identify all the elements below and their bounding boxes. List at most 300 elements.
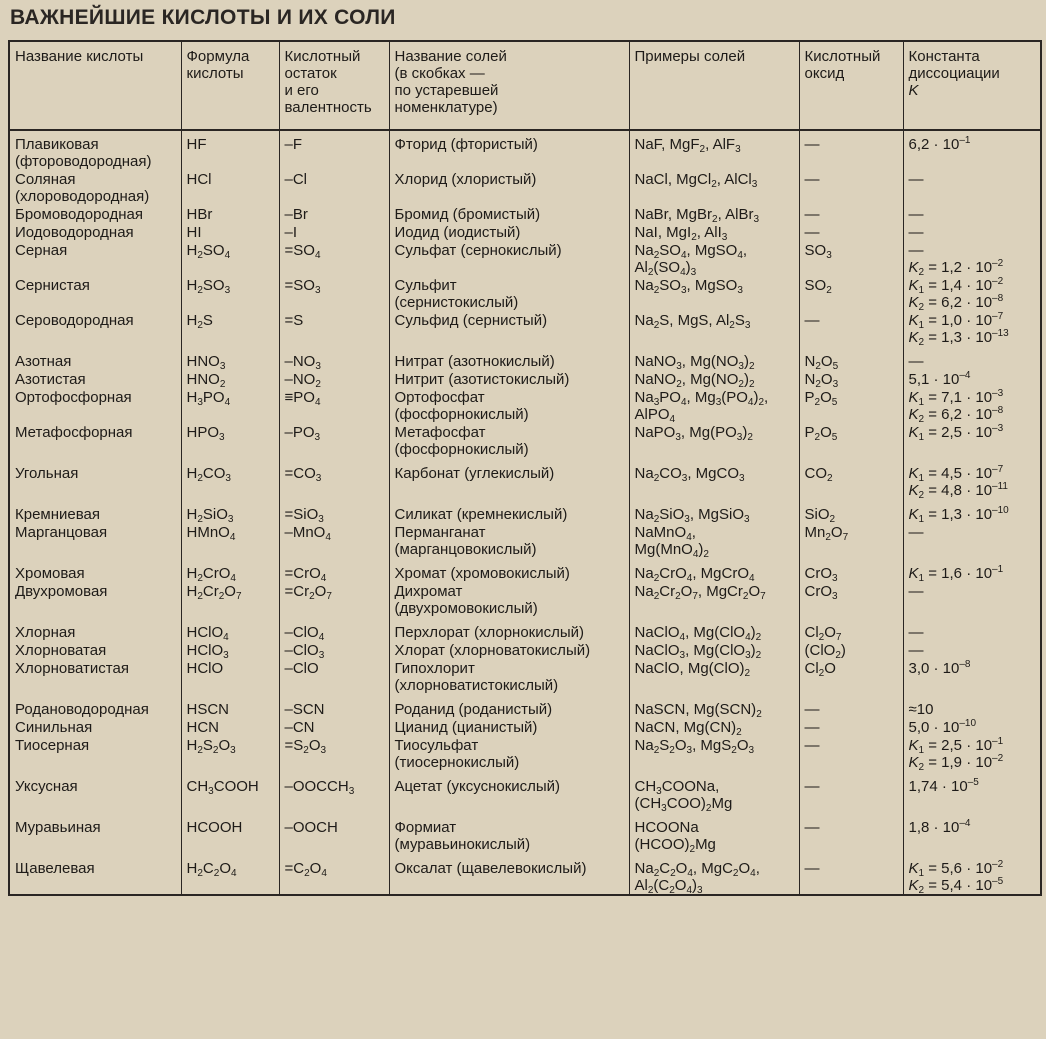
acid-residue-cell bbox=[279, 777, 389, 818]
dissociation-constant-cell bbox=[903, 423, 1041, 464]
cell-line: NaNO$_3$, $Mg(NO_3)_2$ bbox=[634, 353, 755, 370]
acid-name-cell bbox=[9, 130, 181, 170]
cell-line: =CrO$_4$ bbox=[284, 565, 327, 582]
cell-line: $H_2CO_3$ bbox=[186, 465, 231, 484]
cell-line: $SO_3$ bbox=[804, 242, 832, 261]
header-dissociation-constant bbox=[903, 41, 1041, 130]
cell-line: NaSCN, $Mg(SCN)_2$ bbox=[634, 701, 762, 718]
cell-line: Родановодородная bbox=[15, 701, 149, 718]
cell-line: HI bbox=[186, 224, 202, 241]
dissociation-constant-cell bbox=[903, 659, 1041, 700]
dissociation-constant-cell bbox=[903, 564, 1041, 582]
cell-line: HBr bbox=[186, 206, 213, 223]
cell-line: — bbox=[908, 583, 924, 600]
salt-name-cell bbox=[389, 423, 629, 464]
acid-name-cell bbox=[9, 170, 181, 205]
acid-oxide-cell bbox=[799, 170, 903, 205]
salt-name-cell bbox=[389, 777, 629, 818]
cell-line: $Na_3PO_4$, $Mg_3(PO_4)_2$, bbox=[634, 389, 769, 408]
cell-line: –OOCH bbox=[284, 819, 338, 836]
acid-residue-cell bbox=[279, 311, 389, 352]
table-row bbox=[9, 523, 1041, 564]
cell-line: (ClO$_2$) bbox=[804, 642, 846, 659]
cell-line: $K_1 = 1,3 \cdot 10^{-10}$ bbox=[908, 505, 1009, 523]
acid-name-cell bbox=[9, 311, 181, 352]
header-acid-name bbox=[9, 41, 181, 130]
dissociation-constant-cell bbox=[903, 523, 1041, 564]
acid-oxide-cell bbox=[799, 736, 903, 777]
cell-line: — bbox=[804, 819, 820, 836]
cell-line: Ортофосфат bbox=[394, 389, 485, 406]
cell-line: –ClO$_3$ bbox=[284, 642, 325, 659]
cell-line: –Cl bbox=[284, 171, 308, 188]
cell-line: $Mg(MnO_4)_2$ bbox=[634, 541, 709, 560]
cell-line: — bbox=[908, 524, 924, 541]
acid-formula-cell bbox=[181, 170, 279, 205]
cell-line: $CH_3COOH$ bbox=[186, 778, 259, 797]
acid-formula-cell bbox=[181, 130, 279, 170]
salt-name-cell bbox=[389, 859, 629, 895]
salt-name-cell bbox=[389, 352, 629, 370]
cell-line: $H_2SO_4$ bbox=[186, 242, 231, 261]
cell-line: диссоциации bbox=[908, 65, 1000, 82]
cell-line: $CH_3COONa$, bbox=[634, 778, 720, 797]
table-row bbox=[9, 170, 1041, 205]
cell-line: (фосфорнокислый) bbox=[394, 406, 529, 423]
cell-line: $K_1 = 1,6 \cdot 10^{-1}$ bbox=[908, 564, 1004, 582]
cell-line: Название солей bbox=[394, 48, 507, 65]
cell-line: $Na_2SO_3$, MgSO$_3$ bbox=[634, 277, 743, 296]
acid-name-cell bbox=[9, 564, 181, 582]
acid-oxide-cell bbox=[799, 523, 903, 564]
table-row bbox=[9, 311, 1041, 352]
cell-line: — bbox=[804, 136, 820, 153]
table-row bbox=[9, 564, 1041, 582]
cell-line: $3,0 \cdot 10^{-8}$ bbox=[908, 659, 971, 677]
acid-name-cell bbox=[9, 464, 181, 505]
cell-line: — bbox=[804, 737, 820, 754]
cell-line: Тиосерная bbox=[15, 737, 90, 754]
cell-line: Ацетат (уксуснокислый) bbox=[394, 778, 561, 795]
cell-line: $K_2 = 6,2 \cdot 10^{-8}$ bbox=[908, 293, 1004, 311]
acid-oxide-cell bbox=[799, 423, 903, 464]
cell-line: Серная bbox=[15, 242, 68, 259]
cell-line: Угольная bbox=[15, 465, 79, 482]
header-acid-oxide bbox=[799, 41, 903, 130]
cell-line: Марганцовая bbox=[15, 524, 108, 541]
cell-line: (хлороводородная) bbox=[15, 188, 150, 205]
acid-oxide-cell bbox=[799, 859, 903, 895]
cell-line: Иодоводородная bbox=[15, 224, 134, 241]
salt-examples-cell bbox=[629, 859, 799, 895]
dissociation-constant-cell bbox=[903, 170, 1041, 205]
cell-line: Муравьиная bbox=[15, 819, 101, 836]
dissociation-constant-cell bbox=[903, 223, 1041, 241]
cell-line: Хлорная bbox=[15, 624, 76, 641]
cell-line: Сероводородная bbox=[15, 312, 134, 329]
cell-line: K bbox=[908, 82, 919, 99]
header-salt-names bbox=[389, 41, 629, 130]
acid-name-cell bbox=[9, 582, 181, 623]
cell-line: $K_1 = 1,4 \cdot 10^{-2}$ bbox=[908, 276, 1004, 296]
salt-name-cell bbox=[389, 623, 629, 641]
acid-name-cell bbox=[9, 388, 181, 423]
cell-line: Хлорат (хлорноватокислый) bbox=[394, 642, 591, 659]
cell-line: ≈10 bbox=[908, 701, 934, 718]
cell-line: NaBr, MgBr$_2$, AlBr$_3$ bbox=[634, 206, 760, 223]
cell-line: — bbox=[908, 642, 924, 659]
table-row bbox=[9, 223, 1041, 241]
acid-residue-cell bbox=[279, 736, 389, 777]
cell-line: NaMnO$_4$, bbox=[634, 524, 696, 543]
cell-line: оксид bbox=[804, 65, 845, 82]
cell-line: NaI, MgI$_2$, AlI$_3$ bbox=[634, 224, 728, 241]
acid-residue-cell bbox=[279, 464, 389, 505]
acid-formula-cell bbox=[181, 352, 279, 370]
salt-name-cell bbox=[389, 700, 629, 718]
acid-name-cell bbox=[9, 370, 181, 388]
acid-formula-cell bbox=[181, 641, 279, 659]
salt-examples-cell bbox=[629, 623, 799, 641]
acid-residue-cell bbox=[279, 623, 389, 641]
cell-line: SiO$_2$ bbox=[804, 506, 836, 523]
cell-line: $P_2O_5$ bbox=[804, 424, 838, 443]
acid-residue-cell bbox=[279, 859, 389, 895]
acid-residue-cell bbox=[279, 205, 389, 223]
acid-oxide-cell bbox=[799, 352, 903, 370]
cell-line: Хлорноватистая bbox=[15, 660, 129, 677]
cell-line: HCl bbox=[186, 171, 212, 188]
salt-examples-cell bbox=[629, 641, 799, 659]
table-row bbox=[9, 818, 1041, 859]
cell-line: остаток bbox=[284, 65, 337, 82]
cell-line: $-PO_3$ bbox=[284, 424, 321, 443]
acid-formula-cell bbox=[181, 700, 279, 718]
cell-line: — bbox=[804, 312, 820, 329]
cell-line: =SiO$_3$ bbox=[284, 506, 324, 523]
cell-line: — bbox=[804, 224, 820, 241]
cell-line: Бромоводородная bbox=[15, 206, 143, 223]
acid-oxide-cell bbox=[799, 700, 903, 718]
acid-residue-cell bbox=[279, 641, 389, 659]
dissociation-constant-cell bbox=[903, 464, 1041, 505]
cell-line: Формиат bbox=[394, 819, 457, 836]
acid-name-cell bbox=[9, 777, 181, 818]
cell-line: Бромид (бромистый) bbox=[394, 206, 541, 223]
cell-line: (фтороводородная) bbox=[15, 153, 152, 170]
cell-line: $HNO_2$ bbox=[186, 371, 226, 388]
cell-line: Метафосфорная bbox=[15, 424, 133, 441]
dissociation-constant-cell bbox=[903, 130, 1041, 170]
acid-name-cell bbox=[9, 623, 181, 641]
cell-line: –ClO bbox=[284, 660, 319, 677]
salt-examples-cell bbox=[629, 276, 799, 311]
acid-oxide-cell bbox=[799, 241, 903, 276]
cell-line: Сульфит bbox=[394, 277, 457, 294]
cell-line: NaCl, MgCl$_2$, AlCl$_3$ bbox=[634, 171, 758, 190]
cell-line: $6,2 \cdot 10^{-1}$ bbox=[908, 135, 971, 153]
acid-formula-cell bbox=[181, 859, 279, 895]
cell-line: Сернистая bbox=[15, 277, 90, 294]
cell-line: $Na_2CrO_4$, MgCrO$_4$ bbox=[634, 565, 755, 582]
cell-line: (тиосернокислый) bbox=[394, 754, 520, 771]
salt-name-cell bbox=[389, 464, 629, 505]
acid-formula-cell bbox=[181, 505, 279, 523]
acid-residue-cell bbox=[279, 423, 389, 464]
cell-line: Уксусная bbox=[15, 778, 78, 795]
salt-examples-cell bbox=[629, 205, 799, 223]
acid-oxide-cell bbox=[799, 564, 903, 582]
cell-line: номенклатуре) bbox=[394, 99, 498, 116]
dissociation-constant-cell bbox=[903, 736, 1041, 777]
cell-line: –CN bbox=[284, 719, 315, 736]
cell-line: (хлорноватистокислый) bbox=[394, 677, 559, 694]
table-body bbox=[9, 130, 1041, 895]
cell-line: $Mn_2O_7$ bbox=[804, 524, 849, 543]
dissociation-constant-cell bbox=[903, 505, 1041, 523]
cell-line: NaClO$_3$, $Mg(ClO_3)_2$ bbox=[634, 642, 762, 659]
acid-oxide-cell bbox=[799, 659, 903, 700]
cell-line: $K_1 = 5,6 \cdot 10^{-2}$ bbox=[908, 859, 1004, 879]
acid-name-cell bbox=[9, 641, 181, 659]
salt-name-cell bbox=[389, 276, 629, 311]
cell-line: $K_1 = 1,0 \cdot 10^{-7}$ bbox=[908, 311, 1004, 331]
acid-residue-cell bbox=[279, 388, 389, 423]
cell-line: Кислотный bbox=[284, 48, 361, 65]
cell-line: Двухромовая bbox=[15, 583, 108, 600]
salt-examples-cell bbox=[629, 523, 799, 564]
acid-formula-cell bbox=[181, 564, 279, 582]
acid-residue-cell bbox=[279, 170, 389, 205]
cell-line: $P_2O_5$ bbox=[804, 389, 838, 408]
cell-line: $=SO_4$ bbox=[284, 242, 321, 261]
cell-line: Гипохлорит bbox=[394, 660, 475, 677]
salt-name-cell bbox=[389, 241, 629, 276]
cell-line: — bbox=[908, 353, 924, 370]
cell-line: Ортофосфорная bbox=[15, 389, 132, 406]
cell-line: NaF, MgF$_2$, AlF$_3$ bbox=[634, 136, 741, 155]
cell-line: AlPO$_4$ bbox=[634, 406, 676, 423]
table-row bbox=[9, 130, 1041, 170]
acid-formula-cell bbox=[181, 659, 279, 700]
acid-formula-cell bbox=[181, 311, 279, 352]
cell-line: $H_3PO_4$ bbox=[186, 389, 231, 408]
acid-name-cell bbox=[9, 523, 181, 564]
salt-examples-cell bbox=[629, 700, 799, 718]
cell-line: $\equiv PO_4$ bbox=[284, 389, 321, 408]
cell-line: NaClO, $Mg(ClO)_2$ bbox=[634, 660, 751, 679]
cell-line: $(CH_3COO)_2Mg$ bbox=[634, 795, 733, 814]
dissociation-constant-cell bbox=[903, 276, 1041, 311]
acid-oxide-cell bbox=[799, 718, 903, 736]
acid-oxide-cell bbox=[799, 464, 903, 505]
acid-residue-cell bbox=[279, 352, 389, 370]
cell-line: $H_2S$ bbox=[186, 312, 213, 331]
acid-residue-cell bbox=[279, 523, 389, 564]
salt-examples-cell bbox=[629, 223, 799, 241]
acid-residue-cell bbox=[279, 659, 389, 700]
cell-line: и его bbox=[284, 82, 319, 99]
table-row bbox=[9, 464, 1041, 505]
acid-name-cell bbox=[9, 205, 181, 223]
table-row bbox=[9, 623, 1041, 641]
cell-line: $K_2 = 1,2 \cdot 10^{-2}$ bbox=[908, 258, 1004, 276]
table-row bbox=[9, 423, 1041, 464]
cell-line: –Br bbox=[284, 206, 308, 223]
cell-line: NaClO$_4$, $Mg(ClO_4)_2$ bbox=[634, 624, 762, 641]
acid-oxide-cell bbox=[799, 818, 903, 859]
header-acid-formula bbox=[181, 41, 279, 130]
acid-oxide-cell bbox=[799, 641, 903, 659]
cell-line: — bbox=[804, 719, 820, 736]
cell-line: $HPO_3$ bbox=[186, 424, 225, 443]
dissociation-constant-cell bbox=[903, 311, 1041, 352]
cell-line: (фосфорнокислый) bbox=[394, 441, 529, 458]
cell-line: NaCN, $Mg(CN)_2$ bbox=[634, 719, 742, 736]
acid-oxide-cell bbox=[799, 311, 903, 352]
salt-examples-cell bbox=[629, 464, 799, 505]
cell-line: $HNO_3$ bbox=[186, 353, 226, 370]
cell-line: $K_2 = 1,9 \cdot 10^{-2}$ bbox=[908, 753, 1004, 773]
cell-line: $H_2SiO_3$ bbox=[186, 506, 234, 523]
acid-oxide-cell bbox=[799, 777, 903, 818]
salt-name-cell bbox=[389, 523, 629, 564]
table-row bbox=[9, 700, 1041, 718]
cell-line: –ClO$_4$ bbox=[284, 624, 325, 641]
table-row bbox=[9, 777, 1041, 818]
cell-line: Синильная bbox=[15, 719, 93, 736]
cell-line: $=CO_3$ bbox=[284, 465, 322, 484]
acid-name-cell bbox=[9, 659, 181, 700]
acid-formula-cell bbox=[181, 623, 279, 641]
cell-line: $5,0 \cdot 10^{-10}$ bbox=[908, 718, 977, 736]
salt-name-cell bbox=[389, 718, 629, 736]
acid-oxide-cell bbox=[799, 388, 903, 423]
acid-oxide-cell bbox=[799, 205, 903, 223]
cell-line: Перманганат bbox=[394, 524, 486, 541]
acid-formula-cell bbox=[181, 582, 279, 623]
table-row bbox=[9, 352, 1041, 370]
cell-line: $SO_2$ bbox=[804, 277, 832, 296]
cell-line: Сульфат (сернокислый) bbox=[394, 242, 562, 259]
salt-name-cell bbox=[389, 311, 629, 352]
cell-line: (марганцовокислый) bbox=[394, 541, 537, 558]
acid-name-cell bbox=[9, 423, 181, 464]
cell-line: Формула bbox=[186, 48, 250, 65]
salt-examples-cell bbox=[629, 423, 799, 464]
salt-name-cell bbox=[389, 370, 629, 388]
cell-line: Тиосульфат bbox=[394, 737, 479, 754]
acids-table bbox=[8, 40, 1042, 896]
acid-residue-cell bbox=[279, 700, 389, 718]
dissociation-constant-cell bbox=[903, 241, 1041, 276]
cell-line: Соляная bbox=[15, 171, 76, 188]
salt-examples-cell bbox=[629, 170, 799, 205]
salt-name-cell bbox=[389, 641, 629, 659]
header-row bbox=[9, 41, 1041, 130]
cell-line: HClO$_4$ bbox=[186, 624, 229, 641]
cell-line: $N_2O_3$ bbox=[804, 371, 839, 388]
cell-line: $-NO_3$ bbox=[284, 353, 321, 370]
cell-line: $Cl_2O$ bbox=[804, 660, 836, 679]
acid-residue-cell bbox=[279, 582, 389, 623]
acid-residue-cell bbox=[279, 818, 389, 859]
cell-line: Нитрит (азотистокислый) bbox=[394, 371, 570, 388]
acid-oxide-cell bbox=[799, 582, 903, 623]
dissociation-constant-cell bbox=[903, 718, 1041, 736]
cell-line: –I bbox=[284, 224, 298, 241]
cell-line: (муравьинокислый) bbox=[394, 836, 531, 853]
cell-line: Щавелевая bbox=[15, 860, 95, 877]
cell-line: $K_2 = 6,2 \cdot 10^{-8}$ bbox=[908, 405, 1004, 423]
cell-line: Кремниевая bbox=[15, 506, 101, 523]
salt-name-cell bbox=[389, 505, 629, 523]
salt-name-cell bbox=[389, 736, 629, 777]
acid-residue-cell bbox=[279, 370, 389, 388]
cell-line: CrO$_3$ bbox=[804, 565, 838, 582]
cell-line: $-NO_2$ bbox=[284, 371, 321, 388]
dissociation-constant-cell bbox=[903, 641, 1041, 659]
salt-examples-cell bbox=[629, 777, 799, 818]
salt-examples-cell bbox=[629, 388, 799, 423]
cell-line: $Na_2CO_3$, MgCO$_3$ bbox=[634, 465, 745, 484]
salt-examples-cell bbox=[629, 352, 799, 370]
cell-line: HF bbox=[186, 136, 207, 153]
cell-line: $K_1 = 7,1 \cdot 10^{-3}$ bbox=[908, 388, 1004, 408]
table-row bbox=[9, 582, 1041, 623]
dissociation-constant-cell bbox=[903, 205, 1041, 223]
dissociation-constant-cell bbox=[903, 623, 1041, 641]
cell-line: –F bbox=[284, 136, 303, 153]
dissociation-constant-cell bbox=[903, 700, 1041, 718]
salt-name-cell bbox=[389, 170, 629, 205]
acid-name-cell bbox=[9, 736, 181, 777]
table-row bbox=[9, 276, 1041, 311]
acid-residue-cell bbox=[279, 276, 389, 311]
cell-line: — bbox=[804, 701, 820, 718]
cell-line: HCOONa bbox=[634, 819, 699, 836]
acid-formula-cell bbox=[181, 223, 279, 241]
cell-line: $1,74 \cdot 10^{-5}$ bbox=[908, 777, 979, 795]
cell-line: по устаревшей bbox=[394, 82, 499, 99]
cell-line: NaPO$_3$, $Mg(PO_3)_2$ bbox=[634, 424, 753, 443]
salt-examples-cell bbox=[629, 370, 799, 388]
cell-line: $K_1 = 2,5 \cdot 10^{-3}$ bbox=[908, 423, 1004, 443]
acid-name-cell bbox=[9, 718, 181, 736]
cell-line: — bbox=[804, 171, 820, 188]
cell-line: Перхлорат (хлорнокислый) bbox=[394, 624, 585, 641]
cell-line: $5,1 \cdot 10^{-4}$ bbox=[908, 370, 971, 388]
cell-line: $H_2Cr_2O_7$ bbox=[186, 583, 242, 602]
acid-formula-cell bbox=[181, 464, 279, 505]
acid-oxide-cell bbox=[799, 505, 903, 523]
table-row bbox=[9, 859, 1041, 895]
header-acid-residue bbox=[279, 41, 389, 130]
acid-formula-cell bbox=[181, 818, 279, 859]
acid-residue-cell bbox=[279, 505, 389, 523]
acid-residue-cell bbox=[279, 223, 389, 241]
cell-line: Иодид (иодистый) bbox=[394, 224, 521, 241]
cell-line: $Na_2C_2O_4$, $MgC_2O_4$, bbox=[634, 860, 760, 879]
cell-line: $Na_2S$, MgS, $Al_2S_3$ bbox=[634, 312, 751, 331]
cell-line: (в скобках — bbox=[394, 65, 485, 82]
dissociation-constant-cell bbox=[903, 582, 1041, 623]
acid-formula-cell bbox=[181, 423, 279, 464]
cell-line: $=Cr_2O_7$ bbox=[284, 583, 332, 602]
cell-line: Хлорноватая bbox=[15, 642, 107, 659]
cell-line: $K_2 = 1,3 \cdot 10^{-13}$ bbox=[908, 328, 1009, 348]
cell-line: — bbox=[908, 171, 924, 188]
